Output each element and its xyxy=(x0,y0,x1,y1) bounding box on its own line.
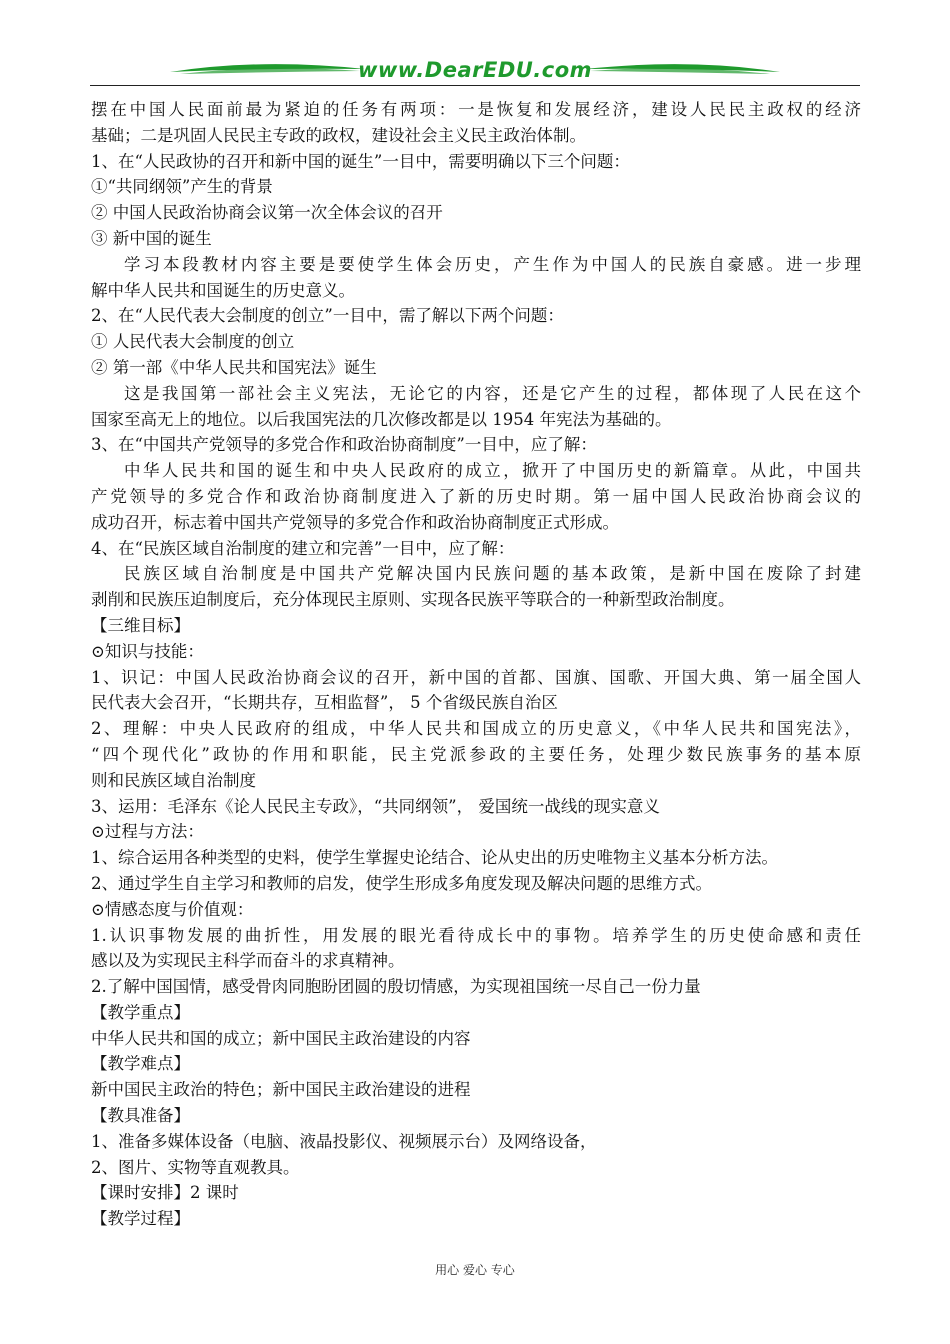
bracket-heading: 【教具准备】 xyxy=(91,1106,190,1126)
paragraph-line: 这是我国第一部社会主义宪法，无论它的内容，还是它产生的过程，都体现了人民在这个 xyxy=(124,383,861,403)
paragraph-line: 成功召开，标志着中国共产党领导的多党合作和政治协商制度正式形成。 xyxy=(91,512,619,532)
section-heading: 4、在“民族区域自治制度的建立和完善”一目中，应了解： xyxy=(91,538,515,558)
document-body xyxy=(91,97,861,1232)
paragraph-line: 产党领导的多党合作和政治协商制度进入了新的历史时期。第一届中国人民政治协商会议的 xyxy=(91,486,861,506)
header-divider xyxy=(90,85,860,86)
section-heading: 3、在“中国共产党领导的多党合作和政治协商制度”一目中，应了解： xyxy=(91,435,597,455)
paragraph-line: 2、理解：中央人民政府的组成，中华人民共和国成立的历史意义，《中华人民共和国宪法》， xyxy=(91,719,861,739)
section-heading: 1、在“人民政协的召开和新中国的诞生”一目中，需要明确以下三个问题： xyxy=(91,151,630,171)
paragraph-line: 则和民族区域自治制度 xyxy=(91,770,256,790)
paragraph-line: 新中国民主政治的特色；新中国民主政治建设的进程 xyxy=(91,1080,471,1100)
paragraph-line: 感以及为实现民主科学而奋斗的求真精神。 xyxy=(91,951,405,971)
list-item: ① 人民代表大会制度的创立 xyxy=(91,332,295,352)
paragraph-line: 1、综合运用各种类型的史料，使学生掌握史论结合、论从史出的历史唯物主义基本分析方法。 xyxy=(91,848,778,868)
site-header-logo xyxy=(90,52,860,92)
paragraph-line: 1、识记：中国人民政治协商会议的召开，新中国的首都、国旗、国歌、开国大典、第一届全国人 xyxy=(91,667,861,687)
paragraph-line: 解中华人民共和国诞生的历史意义。 xyxy=(91,280,355,300)
subheading: ⊙知识与技能： xyxy=(91,641,204,661)
paragraph-line: 1、准备多媒体设备（电脑、液晶投影仪、视频展示台）及网络设备， xyxy=(91,1131,597,1151)
list-item: ② 中国人民政治协商会议第一次全体会议的召开 xyxy=(91,203,443,223)
paragraph-line: 中华人民共和国的成立；新中国民主政治建设的内容 xyxy=(91,1028,471,1048)
list-item: ①“共同纲领”产生的背景 xyxy=(91,177,273,197)
paragraph-line: 3、运用：毛泽东《论人民民主专政》，“共同纲领”， 爱国统一战线的现实意义 xyxy=(91,796,660,816)
bracket-heading: 【教学过程】 xyxy=(91,1209,190,1229)
site-logo-text[interactable]: www.DearEDU.com xyxy=(357,58,593,82)
page-footer: 用心 爱心 专心 xyxy=(435,1263,515,1277)
bracket-heading: 【三维目标】 xyxy=(91,615,190,635)
paragraph-line: 民族区域自治制度是中国共产党解决国内民族问题的基本政策，是新中国在废除了封建 xyxy=(124,564,861,584)
subheading: ⊙过程与方法： xyxy=(91,822,204,842)
paragraph-line: 摆在中国人民面前最为紧迫的任务有两项：一是恢复和发展经济，建设人民民主政权的经济 xyxy=(91,100,861,119)
section-heading: 2、在“人民代表大会制度的创立”一目中，需了解以下两个问题： xyxy=(91,306,564,326)
paragraph-line: 国家至高无上的地位。以后我国宪法的几次修改都是以 1954 年宪法为基础的。 xyxy=(91,409,672,429)
paragraph-line: 剥削和民族压迫制度后，充分体现民主原则、实现各民族平等联合的一种新型政治制度。 xyxy=(91,590,735,610)
bracket-heading: 【教学重点】 xyxy=(91,1002,190,1022)
paragraph-line: 民代表大会召开，“长期共存，互相监督”， 5 个省级民族自治区 xyxy=(91,693,558,713)
bracket-heading: 【课时安排】2 课时 xyxy=(91,1183,239,1203)
subheading: ⊙情感态度与价值观： xyxy=(91,899,254,919)
list-item: ③ 新中国的诞生 xyxy=(91,228,212,248)
paragraph-line: 学习本段教材内容主要是要使学生体会历史，产生作为中国人的民族自豪感。进一步理 xyxy=(124,254,861,274)
paragraph-line: 基础；二是巩固人民民主专政的政权，建设社会主义民主政治体制。 xyxy=(91,125,586,145)
paragraph-line: 2.了解中国国情，感受骨肉同胞盼团圆的殷切情感，为实现祖国统一尽自己一份力量 xyxy=(91,977,701,997)
paragraph-line: 1.认识事物发展的曲折性，用发展的眼光看待成长中的事物。培养学生的历史使命感和责任 xyxy=(91,925,861,945)
paragraph-line: “四个现代化”政协的作用和职能，民主党派参政的主要任务，处理少数民族事务的基本原 xyxy=(91,744,861,764)
bracket-heading: 【教学难点】 xyxy=(91,1054,190,1074)
list-item: ② 第一部《中华人民共和国宪法》诞生 xyxy=(91,357,377,377)
paragraph-line: 2、通过学生自主学习和教师的启发，使学生形成多角度发现及解决问题的思维方式。 xyxy=(91,873,712,893)
paragraph-line: 2、图片、实物等直观教具。 xyxy=(91,1157,300,1177)
paragraph-line: 中华人民共和国的诞生和中央人民政府的成立，掀开了中国历史的新篇章。从此，中国共 xyxy=(124,461,861,481)
